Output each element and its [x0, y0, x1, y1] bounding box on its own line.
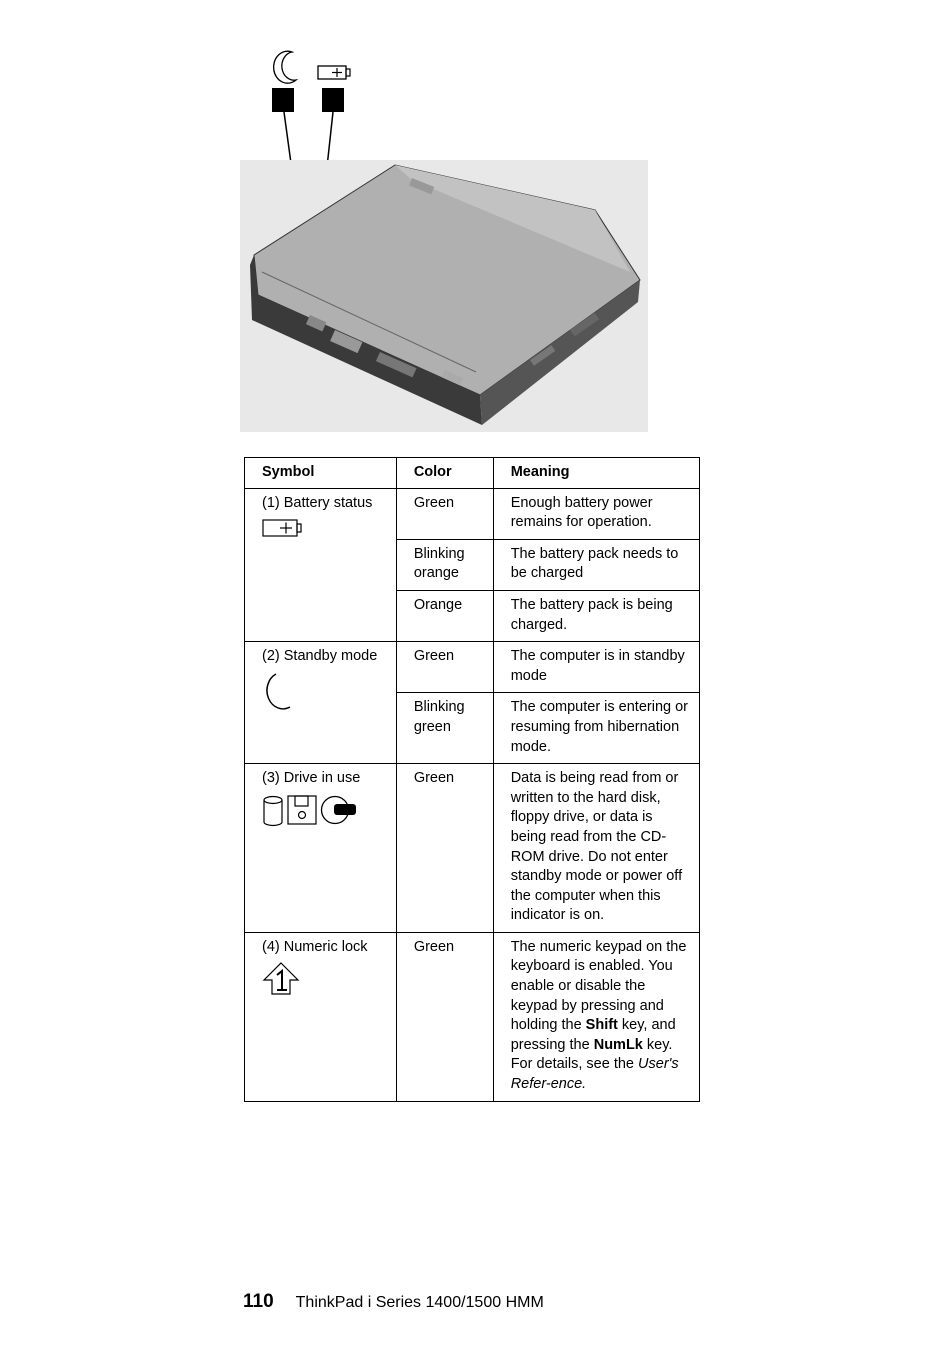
meaning-text: The numeric keypad on the keyboard is enabled. You enable or disable the keypad by pressing and holding the [510, 938, 687, 1034]
battery-icon [262, 517, 306, 539]
symbol-label: (4) Numeric lock [262, 938, 368, 955]
shift-key-label: Shift [585, 1017, 618, 1034]
moon-icon [274, 51, 296, 83]
table-row [245, 764, 700, 933]
symbol-cell-battery [245, 488, 397, 642]
color-cell: Blinking green [396, 693, 493, 764]
meaning-text: key, and pressing the [510, 1017, 676, 1053]
meaning-cell: The computer is entering or resuming from hibernation mode. [493, 693, 699, 764]
meaning-cell: The battery pack is being charged. [493, 590, 699, 641]
laptop-illustration [240, 160, 648, 432]
color-cell: Green [396, 932, 493, 1101]
table-row [245, 932, 700, 1101]
color-cell: Green [396, 488, 493, 539]
laptop-figure [240, 40, 660, 435]
users-reference-title: User's Refer-ence. [510, 1056, 679, 1093]
table-row [245, 642, 700, 693]
numlk-key-label: NumLk [593, 1036, 643, 1053]
meaning-cell: The battery pack needs to be charged [493, 539, 699, 590]
symbol-cell-drive [245, 764, 397, 933]
meaning-cell [493, 932, 699, 1101]
callout-box-2 [322, 88, 344, 112]
header-meaning: Meaning [493, 458, 699, 489]
moon-icon [262, 671, 298, 711]
hard-disk-icon [262, 795, 284, 827]
symbol-label: (1) Battery status [262, 494, 373, 511]
numeric-lock-icon [262, 961, 302, 997]
symbol-label: (3) Drive in use [262, 770, 361, 787]
color-cell: Green [396, 764, 493, 933]
meaning-cell: The computer is in standby mode [493, 642, 699, 693]
symbol-label: (2) Standby mode [262, 648, 378, 665]
meaning-cell: Enough battery power remains for operation. [493, 488, 699, 539]
header-symbol: Symbol [245, 458, 397, 489]
color-cell: Orange [396, 590, 493, 641]
symbol-cell-standby [245, 642, 397, 764]
page-number: 110 [243, 1291, 274, 1312]
callout-box-1 [272, 88, 294, 112]
meaning-text: key. For details, see the [510, 1036, 673, 1073]
meaning-cell: Data is being read from or written to the hard disk, floppy drive, or data is being read from the CD-ROM drive. Do not enter standby mode or power off the computer when this indicator is on. [493, 764, 699, 933]
cd-rom-icon [320, 795, 358, 825]
indicator-table [244, 457, 700, 1102]
color-cell: Green [396, 642, 493, 693]
table-header-row [245, 458, 700, 489]
color-cell: Blinking orange [396, 539, 493, 590]
symbol-cell-numlock [245, 932, 397, 1101]
table-row [245, 488, 700, 539]
footer-title: ThinkPad i Series 1400/1500 HMM [295, 1294, 544, 1311]
page-footer [243, 1291, 544, 1313]
header-color: Color [396, 458, 493, 489]
battery-icon [318, 66, 350, 79]
floppy-disk-icon [287, 795, 317, 825]
